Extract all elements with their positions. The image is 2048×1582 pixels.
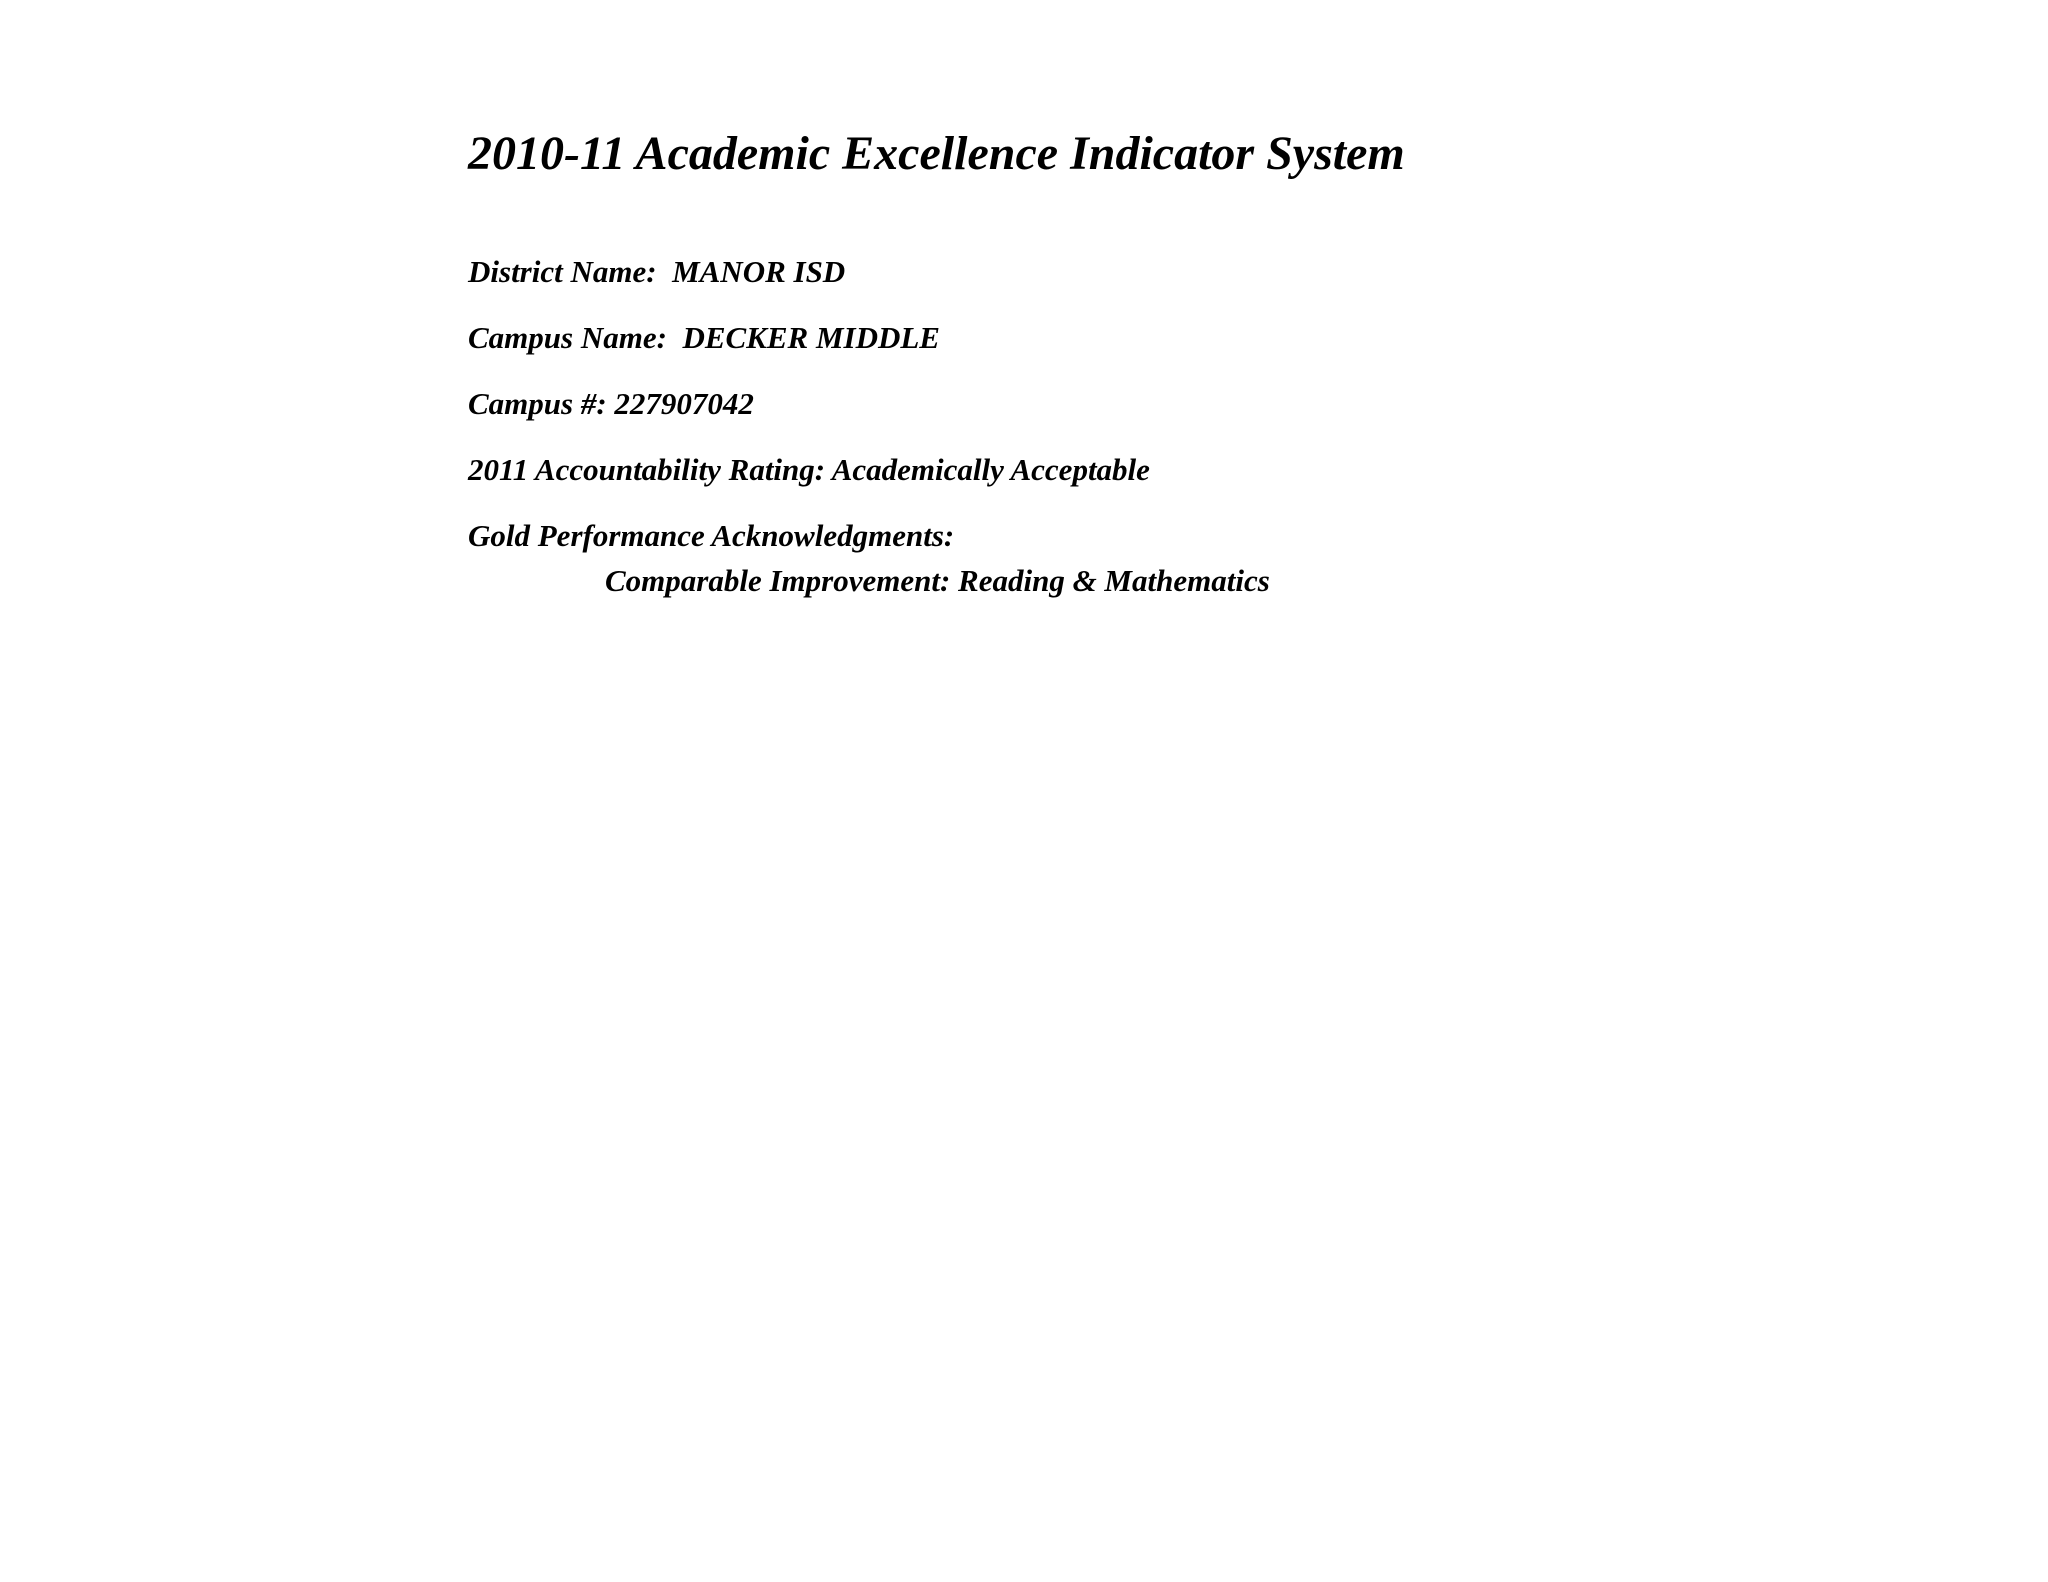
campus-number-label: Campus #: bbox=[468, 386, 607, 421]
district-name-value: MANOR ISD bbox=[672, 254, 846, 289]
accountability-rating-value: Academically Acceptable bbox=[831, 452, 1150, 487]
district-name-line bbox=[468, 254, 845, 290]
campus-number-value: 227907042 bbox=[614, 386, 754, 421]
campus-number-line bbox=[468, 386, 754, 422]
accountability-rating-line bbox=[468, 452, 1150, 488]
campus-name-line bbox=[468, 320, 940, 356]
district-name-label: District Name: bbox=[468, 254, 657, 289]
campus-name-label: Campus Name: bbox=[468, 320, 667, 355]
page-title: 2010-11 Academic Excellence Indicator System bbox=[468, 127, 1405, 180]
campus-name-value: DECKER MIDDLE bbox=[682, 320, 940, 355]
accountability-rating-label: 2011 Accountability Rating: bbox=[468, 452, 826, 487]
gold-performance-item: Comparable Improvement: Reading & Mathematics bbox=[605, 563, 1270, 598]
gold-performance-label: Gold Performance Acknowledgments: bbox=[468, 518, 955, 553]
